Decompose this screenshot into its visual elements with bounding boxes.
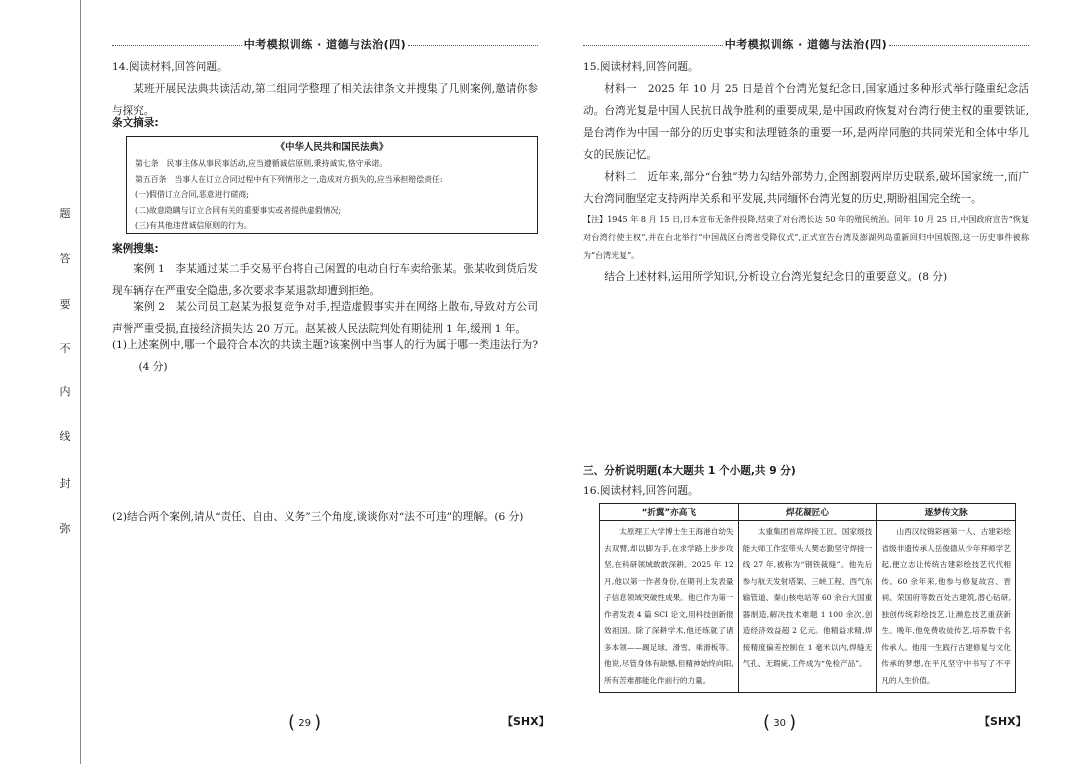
binding-char: 题 [59, 207, 71, 220]
sub-question-1: (1)上述案例中,哪一个最符合本次的共读主题?该案例中当事人的行为属于哪一类违法行为?(4 分) [112, 339, 538, 373]
law-excerpt-box [126, 136, 538, 234]
law-line: (三)有其他违背诚信原则的行为。 [135, 221, 252, 230]
header-dots [889, 45, 1029, 46]
paper-code: 【SHX】 [502, 715, 550, 728]
q14-intro: 某班开展民法典共读活动,第二组同学整理了相关法律条文并搜集了几则案例,邀请你参与探究。 [112, 83, 538, 117]
case-1: 案例 1 李某通过某二手交易平台将自己闲置的电动自行车卖给张某。张某收到货后发现车辆存在严重安全隐患,多次要求李某退款却遭到拒绝。 [112, 263, 538, 297]
case-2: 案例 2 某公司员工赵某为报复竞争对手,捏造虚假事实并在网络上散布,导致对方公司声誉严重受损,直接经济损失达 20 万元。赵某被人民法院判处有期徒刑 1 年,缓刑 1 年。 [112, 301, 538, 335]
binding-char: 封 [59, 477, 71, 490]
table-cell [600, 521, 739, 693]
page-number: ( 30 ) [763, 712, 797, 733]
law-title: 《中华人民共和国民法典》 [275, 142, 389, 153]
header-dots [583, 45, 723, 46]
table-header: 焊花凝匠心 [738, 504, 877, 521]
binding-char: 内 [59, 385, 71, 398]
page-header [583, 36, 1029, 52]
law-line: (二)故意隐瞒与订立合同有关的重要事实或者提供虚假情况; [135, 205, 342, 215]
table-header: 逐梦传文脉 [877, 504, 1016, 521]
table-cell-text: 山西汉纹锦彩画第一人、古建彩绘省级非遗传承人岳俊德从少年拜师学艺起,便立志让传统古建彩绘技艺代代相传。60 余年来,他参与修复故宫、晋祠、荣国府等数百处古建筑,潜心钻研,独创传统彩绘技艺,让濒危技艺重获新生。晚年,他免费收徒传艺,培养数千名传承人。他用一生践行古建修复与文化传承的梦想,在平凡坚守中书写了不平凡的人生价值。 [881, 527, 1011, 685]
page-header [112, 36, 538, 52]
q16-table [599, 503, 1016, 693]
binding-char: 答 [59, 252, 71, 265]
q15-task: 结合上述材料,运用所学知识,分析设立台湾光复纪念日的重要意义。(8 分) [604, 271, 948, 283]
sub-question-2: (2)结合两个案例,请从“责任、自由、义务”三个角度,谈谈你对“法不可违”的理解。(6 分) [112, 511, 524, 523]
material-1: 材料一 2025 年 10 月 25 日是首个台湾光复纪念日,国家通过多种形式举行隆重纪念活动。台湾光复是中国人民抗日战争胜利的重要成果,是中国政府恢复对台湾行使主权的重要铁证,是台湾作为中国一部分的历史事实和法理链条的重要一环,是两岸同胞的共同荣光和全体中华儿女的民族记忆。 [583, 83, 1029, 161]
section-3-title: 三、分析说明题(本大题共 1 个小题,共 9 分) [583, 465, 796, 477]
header-title: 中考模拟训练 · 道德与法治(四) [243, 38, 407, 51]
binding-char: 弥 [59, 522, 71, 535]
page-29 [112, 0, 550, 764]
q16-title: 16.阅读材料,回答问题。 [583, 485, 699, 497]
table-row [600, 521, 1016, 693]
table-cell [738, 521, 877, 693]
excerpt-label: 条文摘录: [112, 117, 159, 129]
table-cell [877, 521, 1016, 693]
material-2: 材料二 近年来,部分“台独”势力勾结外部势力,企图割裂两岸历史联系,破坏国家统一,而广大台湾同胞坚定支持两岸关系和平发展,共同缅怀台湾光复的历史,期盼祖国完全统一。 [583, 171, 1029, 205]
law-line: (一)假借订立合同,恶意进行磋商; [135, 190, 249, 199]
binding-margin-text [54, 200, 76, 540]
table-cell-text: 太原理工大学博士生王海港自幼失去双臂,却以脚为手,在求学路上步步攻坚,在科研领域敢敢深耕。2025 年 12 月,他以第一作者身份,在期刊上发表量子信息领域突破性成果。他已作为第一作者发表 4 篇 SCI 论文,用科技创新报效祖国。除了深耕学术,他还练就了诸多本领——踢足球、滑雪、乘滑板等。他说,尽管身体有缺憾,但精神始终向阳,所有苦难都能化作前行的力量。 [604, 527, 734, 685]
header-dots [112, 45, 242, 46]
law-line: 第五百条 当事人在订立合同过程中有下列情形之一,造成对方损失的,应当承担赔偿责任: [135, 174, 443, 184]
binding-char: 不 [59, 342, 71, 355]
table-header: “折翼”亦高飞 [600, 504, 739, 521]
table-cell-text: 太重集团首席焊接工匠、国家级技能大师工作室带头人樊志勤坚守焊接一线 27 年,被称为“钢铁裁缝”。他先后参与航天发射塔架、三峡工程、西气东输管道、秦山核电站等 60 余台大国重器制造,解决技术难题 1 100 余次,创造经济效益超 2 亿元。他精益求精,焊接精度偏差控制在 1 毫米以内,焊缝无气孔、无瑕疵,工件成为“免检产品”。 [742, 527, 873, 668]
page-number-value: 29 [298, 718, 311, 729]
binding-char: 线 [59, 430, 71, 443]
header-title: 中考模拟训练 · 道德与法治(四) [724, 38, 888, 51]
paper-code: 【SHX】 [979, 715, 1027, 728]
page-30 [583, 0, 1029, 764]
page-number: ( 29 ) [288, 712, 322, 733]
q15-title: 15.阅读材料,回答问题。 [583, 61, 699, 73]
footnote: 【注】1945 年 8 月 15 日,日本宣布无条件投降,结束了对台湾长达 50 年的殖民统治。同年 10 月 25 日,中国政府宣告“恢复对台湾行使主权”,并在台北举行“中国战区台湾省受降仪式”,正式宣告台湾及澎湖列岛重新回归中国版图,这一历史事件被称为“台湾光复”。 [583, 215, 1029, 260]
cases-label: 案例搜集: [112, 243, 159, 255]
law-line: 第七条 民事主体从事民事活动,应当遵循诚信原则,秉持诚实,恪守承诺。 [135, 159, 388, 168]
q14-title: 14.阅读材料,回答问题。 [112, 61, 228, 73]
header-dots [408, 45, 538, 46]
page-number-value: 30 [773, 718, 786, 729]
binding-char: 要 [59, 298, 71, 311]
table-header-row [600, 504, 1016, 521]
binding-line [80, 0, 81, 764]
